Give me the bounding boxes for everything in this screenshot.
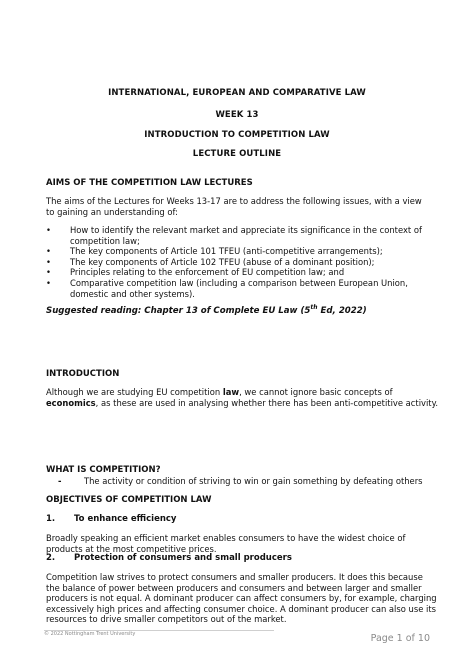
outline-label: LECTURE OUTLINE [192, 149, 282, 159]
introduction-paragraph [46, 387, 438, 408]
week-label: WEEK 13 [215, 110, 259, 120]
list-item: • The key components of Article 101 TFEU (anti-competitive arrangements); [46, 246, 446, 257]
objective-1-heading [46, 514, 176, 524]
intro-bold-law: law [222, 387, 240, 397]
dash-marker: - [58, 476, 62, 486]
objective-2-heading [46, 553, 292, 563]
objective-number: 1. [46, 514, 56, 524]
copyright-notice: © 2022 Nottingham Trent University [44, 631, 136, 637]
intro-bold-economics: economics [46, 397, 96, 408]
list-item: • Comparative competition law (including a comparison between European Union, domestic and other systems). [46, 278, 446, 299]
aims-heading: AIMS OF THE COMPETITION LAW LECTURES [46, 178, 253, 188]
intro-text-end: , as these are used in analysing whether there has been anti-competitive activity. [95, 397, 439, 408]
suggested-reading [46, 304, 367, 316]
course-title: INTERNATIONAL, EUROPEAN AND COMPARATIVE LAW [108, 88, 366, 98]
list-item: • Principles relating to the enforcement of EU competition law; and [46, 267, 446, 278]
competition-definition [46, 476, 423, 486]
objective-1-text: Broadly speaking an efficient market enables consumers to have the widest choice of products at the most competitive prices. [46, 533, 406, 554]
lecture-title: INTRODUCTION TO COMPETITION LAW [144, 130, 330, 140]
aims-bullet-list [46, 225, 446, 299]
aims-intro: The aims of the Lectures for Weeks 13-17 are to address the following issues, with a view to gaining an understanding of: [46, 196, 422, 217]
intro-text-start: Although we are studying EU competition [46, 387, 223, 397]
objective-title: Protection of consumers and small producers [74, 553, 292, 563]
reading-prefix: Suggested reading: Chapter 13 of Complete EU Law (5 [46, 305, 311, 316]
what-is-competition-heading: WHAT IS COMPETITION? [46, 465, 161, 475]
page-number: Page 1 of 10 [370, 633, 430, 644]
objectives-heading: OBJECTIVES OF COMPETITION LAW [46, 495, 212, 505]
definition-text: The activity or condition of striving to win or gain something by defeating others [84, 476, 423, 486]
list-item: • The key components of Article 102 TFEU (abuse of a dominant position); [46, 257, 446, 268]
objective-title: To enhance efficiency [74, 514, 177, 524]
reading-suffix: Ed, 2022) [317, 305, 367, 316]
reading-superscript: th [310, 304, 318, 311]
objective-number: 2. [46, 553, 56, 563]
introduction-heading: INTRODUCTION [46, 369, 120, 379]
objective-2-text: Competition law strives to protect consumers and smaller producers. It does this because the balance of power between producers and consumers and between larger and smaller producers is not equal. A dominant producer can affect consumers by, for example, charging excessively high prices and affecting consumer choice. A dominant producer can also use its resources to drive smaller competitors out of the market. [46, 572, 437, 625]
intro-text-mid: , we cannot ignore basic concepts of [239, 387, 393, 397]
list-item: • How to identify the relevant market and appreciate its significance in the context of competition law; [46, 225, 446, 246]
